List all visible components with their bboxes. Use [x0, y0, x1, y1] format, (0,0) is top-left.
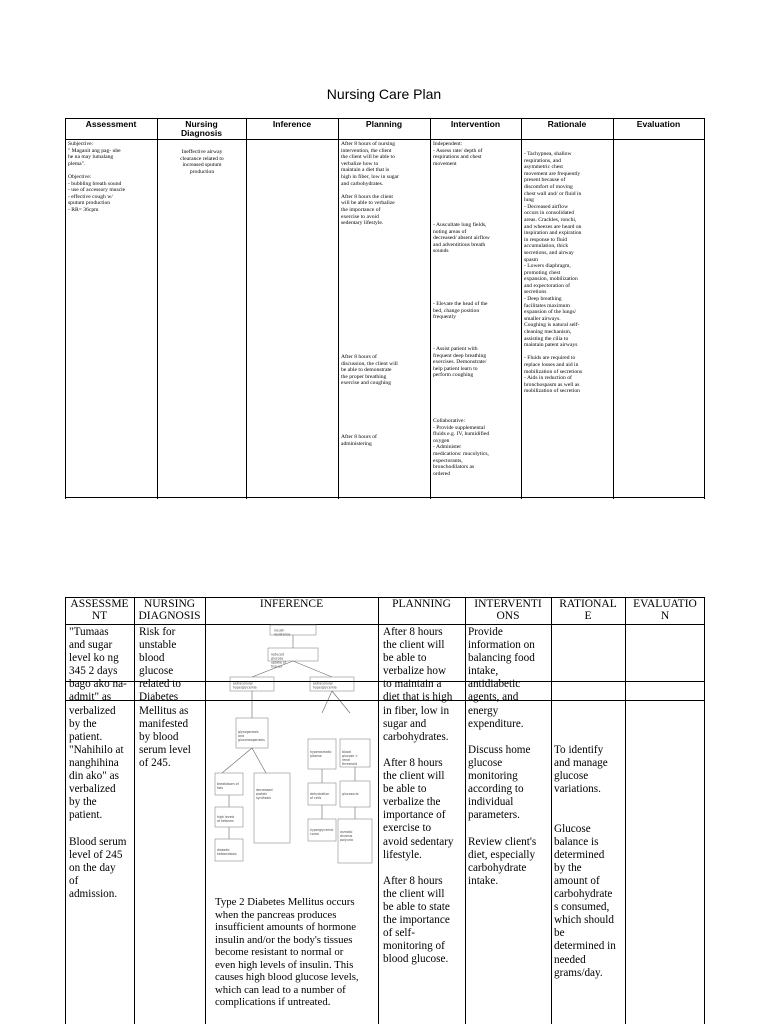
assessment-cell-2: "Tumaas and sugar level ko ng 345 2 days bago ako na- admit" as verbalized by the patient. "Nahihilo at nanghihina din ako" as verbalized by the patient. Blood serum level of 245 on the day of admission. — [69, 626, 127, 900]
rationale-cell-2: To identify and manage glucose variations. Glucose balance is determined by the amount of carbohydrate s consumed, which should be determined in needed grams/day. — [554, 744, 616, 979]
node-r2: osmotic diuresis polyuria — [340, 830, 353, 842]
intervention-cell-4: - Assist patient with frequent deep breathing exercises. Demonstrate/ help patient learn to perform coughing — [433, 346, 487, 379]
diagnosis-cell: Ineffective airway clearance related to increased sputum production — [180, 149, 224, 175]
node-m2: hyperglycemic coma — [310, 828, 334, 836]
header-assessment: Assessment — [85, 119, 137, 129]
rationale-cell: - Tachypnea, shallow respirations, and asymmetric chest movement are frequently present because of discomfort of moving chest wall and/ or fluid in lung - Decreased airflow occurs in consolidated areas. Crackles, ronchi, and wheezes are heard on inspiration and expiration in response to fluid accumulation, thick secretions, and airway spasm - Lowers diaphragm, promoting chest expansion, mobilization and expectoration of secretions - Deep breathing facilitates maximum expansion of the lungs/ smaller airways. Coughing is natural self- cleaning mechanism, assisting the cilia to maintain patent airways - Fluids are required to replace losses and aid in mobilization of secretions - Aids in reduction of bronchospasm as well as mobilization of secretion — [524, 151, 583, 395]
header-intervention: Intervention — [450, 119, 501, 129]
node-second: reduced glucose uptake of tissues — [271, 652, 287, 669]
overlay-row-border — [65, 681, 705, 701]
intervention-cell-3: - Elevate the head of the bed, change position frequently — [433, 301, 488, 321]
diagnosis-cell-2: Risk for unstable blood glucose related to Diabetes Mellitus as manifested by blood serum level of 245. — [139, 626, 191, 769]
node-l2: decreased protein synthesis — [256, 788, 273, 800]
header-interventions-2: INTERVENTI ONS — [474, 598, 542, 622]
interventions-cell-2: Provide information on balancing food intake, antidiabetic agents, and energy expenditure. Discuss home glucose monitoring according to individual parameters. Review client's diet, especially carbohydrate intake. — [468, 626, 537, 887]
node-l4: diabetic ketoacidosis — [217, 848, 237, 856]
header-evaluation: Evaluation — [636, 119, 681, 129]
assessment-cell: Subjective: " Maganit ang pag- ube he na may lumalang plema". Objective: - bubbling breath sound - use of accessory muscle - effective cough w/ sputum production - RR= 36cpm — [68, 141, 126, 213]
node-top: insulin resistance — [274, 628, 291, 637]
node-m1: dehydration of cells — [310, 792, 330, 800]
node-right-branch: extracellular hyperglycemia — [313, 681, 337, 690]
intervention-cell-1: Independent: - Assess rate/ depth of respirations and chest movement — [433, 141, 483, 167]
header-assessment-2: ASSESSME NT — [70, 598, 129, 622]
planning-cell-1: After 8 hours of nursing intervention, the client the client will be able to verbalize how to maintain a diet that is high in fiber, low in sugar and carbohydrates. After 8 hours the client will be able to verbalize the importance of exercise to avoid sedentary lifestyle. — [341, 141, 399, 227]
node-left-child: glycogenesis and gluconeogenesis — [238, 730, 265, 742]
intervention-cell-5: Collaborative: - Provide supplemental fluids e.g. IV, humidified oxygen - Administer medications: mucolytics, expectorants, bronchodilators as ordered — [433, 418, 490, 477]
node-l1: breakdown of fats — [217, 782, 239, 790]
header-rationale-2: RATIONAL E — [559, 598, 617, 622]
header-planning: Planning — [365, 119, 403, 129]
header-nursing-diagnosis: Nursing Diagnosis — [180, 119, 223, 138]
node-left-branch: extracellular hyperglycemia — [233, 681, 257, 690]
node-right-child: blood glucose > renal threshold — [342, 750, 358, 766]
header-rationale: Rationale — [547, 119, 587, 129]
node-mid-child: hyperosmotic plasma — [310, 750, 332, 758]
header-inference-2: INFERENCE — [259, 598, 324, 610]
header-inference: Inference — [272, 119, 312, 129]
care-plan-table-2 — [65, 597, 705, 1024]
document-title: Nursing Care Plan — [326, 86, 442, 102]
header-nursing-diagnosis-2: NURSING DIAGNOSIS — [138, 598, 201, 622]
concept-map-diagram — [212, 621, 380, 891]
planning-cell-2: After 8 hours of discussion, the client will be able to demonstrate the proper breathing exercise and coughing — [341, 354, 398, 387]
node-r1: glucosuria — [342, 792, 359, 796]
header-planning-2: PLANNING — [392, 598, 451, 610]
intervention-cell-2: - Auscultate lung fields, noting areas of decreased/ absent airflow and adventitious breath sounds — [433, 222, 490, 255]
care-plan-table-1 — [65, 118, 705, 499]
node-l3: high levels of ketones — [217, 815, 235, 823]
inference-text: Type 2 Diabetes Mellitus occurs when the pancreas produces insufficient amounts of hormone insulin and/or the body's tissues become resistant to normal or even high levels of insulin. This causes high blood glucose levels, which can lead to a number of complications if untreated. — [215, 896, 359, 1008]
planning-cell-3: After 8 hours of administering — [341, 434, 377, 447]
planning-cell-2: After 8 hours the client will be able to verbalize how to maintain a diet that is high in fiber, low in sugar and carbohydrates. After 8 hours the client will be able to verbalize the importance of exercise to avoid sedentary lifestyle. After 8 hours the client will be able to state the importance of self- monitoring of blood glucose. — [383, 626, 454, 966]
concept-map-image — [212, 621, 380, 891]
header-evaluation-2: EVALUATIO N — [633, 598, 697, 622]
